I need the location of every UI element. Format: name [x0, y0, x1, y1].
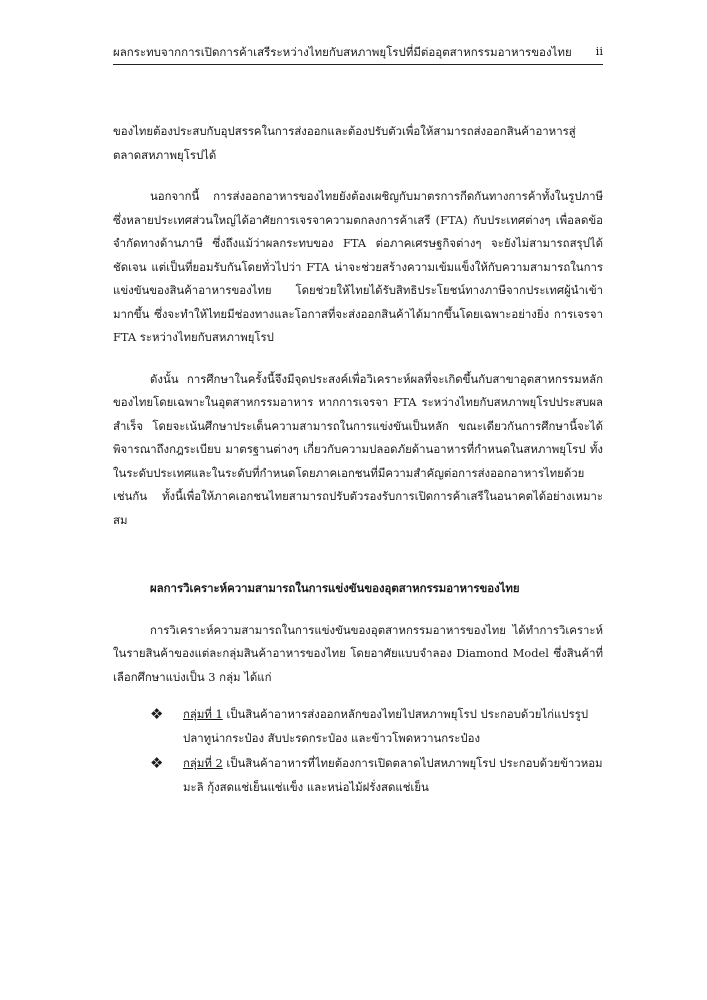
running-header — [113, 40, 603, 64]
page-number: ii — [595, 44, 603, 58]
four-diamond-icon: ❖ — [150, 754, 164, 772]
paragraph-analysis-intro: การวิเคราะห์ความสามารถในการแข่งขันของอุตสาหกรรมอาหารของไทย ได้ทำการวิเคราะห์ในรายสินค้าของแต่ละกลุ่มสินค้าอาหารของไทย โดยอาศัยแบบจำลอง Diamond Model ซึ่งสินค้าที่เลือกศึกษาแบ่งเป็น 3 กลุ่ม ได้แก่ — [113, 622, 603, 684]
group-description: เป็นสินค้าอาหารที่ไทยต้องการเปิดตลาดไปสหภาพยุโรป ประกอบด้วยข้าวหอมมะลิ กุ้งสดแช่เย็นแช่แข็ง และหน่อไม้ฝรั่งสดแช่เย็น — [183, 756, 603, 794]
paragraph-study-objective: ดังนั้น การศึกษาในครั้งนี้จึงมีจุดประสงค์เพื่อวิเคราะห์ผลที่จะเกิดขึ้นกับสาขาอุตสาหกรรมหลักของไทยโดยเฉพาะในอุตสาหกรรมอาหาร หากการเจรจา FTA ระหว่างไทยกับสหภาพยุโรปประสบผลสำเร็จ โดยจะเน้นศึกษาประเด็นความสามารถในการแข่งขันเป็นหลัก ขณะเดียวกันการศึกษานี้จะได้พิจารณาถึงกฎระเบียบ มาตรฐานต่างๆ เกี่ยวกับความปลอดภัยด้านอาหารที่กำหนดในสหภาพยุโรป ทั้งในระดับประเทศและในระดับที่กำหนดโดยภาคเอกชนที่มีความสำคัญต่อการส่งออกอาหารไทยด้วยเช่นกัน ทั้งนี้เพื่อให้ภาคเอกชนไทยสามารถปรับตัวรองรับการเปิดการค้าเสรีในอนาคตได้อย่างเหมาะสม — [113, 371, 603, 527]
four-diamond-icon: ❖ — [150, 705, 164, 723]
header-divider — [113, 64, 603, 65]
header-title: ผลกระทบจากการเปิดการค้าเสรีระหว่างไทยกับสหภาพยุโรปที่มีต่ออุตสาหกรรมอาหารของไทย — [113, 45, 572, 59]
list-item-group-1 — [113, 703, 603, 750]
paragraph-trade-barriers: นอกจากนี้ การส่งออกอาหารของไทยยังต้องเผชิญกับมาตรการกีดกันทางการค้าทั้งในรูปภาษี ซึ่งหลายประเทศส่วนใหญ่ได้อาศัยการเจรจาความตกลงการค้าเสรี (FTA) กับประเทศต่างๆ เพื่อลดข้อจำกัดทางด้านภาษี ซึ่งถึงแม้ว่าผลกระทบของ FTA ต่อภาคเศรษฐกิจต่างๆ จะยังไม่สามารถสรุปได้ชัดเจน แต่เป็นที่ยอมรับกันโดยทั่วไปว่า FTA น่าจะช่วยสร้างความเข้มแข็งให้กับความสามารถในการแข่งขันของสินค้าอาหารของไทย โดยช่วยให้ไทยได้รับสิทธิประโยชน์ทางภาษีจากประเทศผู้นำเข้ามากขึ้น ซึ่งจะทำให้ไทยมีช่องทางและโอกาสที่จะส่งออกสินค้าได้มากขึ้นโดยเฉพาะอย่างยิ่ง การเจรจา FTA ระหว่างไทยกับสหภาพยุโรป — [113, 189, 603, 344]
list-item-group-2 — [113, 752, 603, 799]
group-label: กลุ่มที่ 1 — [183, 707, 223, 721]
section-heading: ผลการวิเคราะห์ความสามารถในการแข่งขันของอุตสาหกรรมอาหารของไทย — [150, 581, 520, 595]
group-label: กลุ่มที่ 2 — [183, 756, 223, 770]
document-body — [113, 120, 603, 801]
product-group-list — [113, 703, 603, 799]
paragraph-continuation: ของไทยต้องประสบกับอุปสรรคในการส่งออกและต้องปรับตัวเพื่อให้สามารถส่งออกสินค้าอาหารสู่ตลาดสหภาพยุโรปได้ — [113, 124, 576, 162]
group-description: เป็นสินค้าอาหารส่งออกหลักของไทยไปสหภาพยุโรป ประกอบด้วยไก่แปรรูป ปลาทูน่ากระป๋อง สับปะรดกระป๋อง และข้าวโพดหวานกระป๋อง — [183, 707, 589, 745]
